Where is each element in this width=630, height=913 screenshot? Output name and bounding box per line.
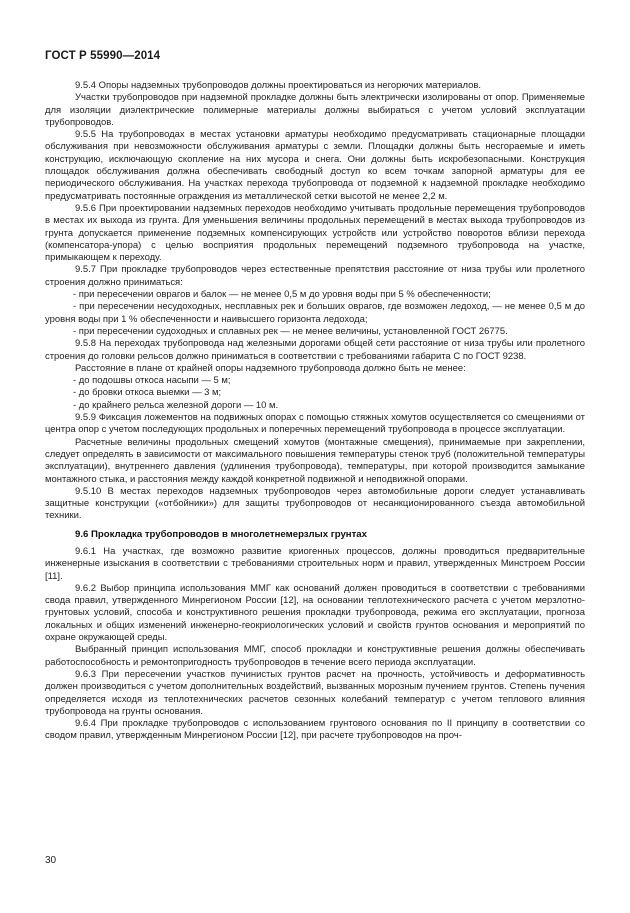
list-item: - до крайнего рельса железной дороги — 10 м. — [73, 399, 279, 411]
paragraph: Расчетные величины продольных смещений хомутов (монтажные смещения), принимаемые при закреплении, следует определять в зависимости от максимального повышения температуры стенок труб (положительной температуры эксплуатации), внутреннего давления (удлинения трубопровода), температуры, при которой производится замыкание монтажного стыка, и расстояния между каждой конкретной подвижной и неподвижной опорами. — [45, 436, 585, 485]
section-heading: 9.6 Прокладка трубопроводов в многолетнемерзлых грунтах — [75, 528, 367, 540]
paragraph: 9.5.4 Опоры надземных трубопроводов должны проектироваться из негорючих материалов. — [75, 80, 481, 91]
list-item: - до бровки откоса выемки — 3 м; — [73, 387, 222, 399]
list-item: - при пересечении оврагов и балок — не менее 0,5 м до уровня воды при 5 % обеспеченности; — [73, 289, 491, 301]
list-item: - при пересечении судоходных и сплавных рек — не менее величины, установленной ГОСТ 26775. — [73, 325, 508, 337]
document-body — [45, 80, 585, 743]
list-item: - при пересечении несудоходных, несплавных рек и больших оврагов, где возможен ледоход, — не менее 0,5 м до уровня воды при 1 % обеспеченности и наивысшего горизонта ледохода; — [45, 301, 585, 325]
paragraph: 9.6.3 При пересечении участков пучинистых грунтов расчет на прочность, устойчивость и деформативность должен производиться с учетом дополнительных воздействий, вызванных морозным пучением грунтов. Степень пучения определяется исходя из теплотехнических расчетов сезонных колебаний температур с учетом теплового влияния трубопровода на грунты основания. — [45, 668, 585, 717]
document-header: ГОСТ Р 55990—2014 — [45, 50, 161, 62]
paragraph: Участки трубопроводов при надземной прокладке должны быть электрически изолированы от опор. Применяемые для изоляции диэлектрические полимерные материалы должны выбираться с учетом условий эксплуатации трубопроводов. — [45, 92, 585, 128]
paragraph: 9.5.9 Фиксация ложементов на подвижных опорах с помощью стяжных хомутов осуществляется со смещениями от центра опор с учетом последующих продольных и поперечных перемещений трубопровода в процессе эксплуатации. — [45, 412, 585, 436]
paragraph: 9.5.5 На трубопроводах в местах установки арматуры необходимо предусматривать стационарные площадки обслуживания при невозможности обслуживания арматуры с земли. Площадки должны быть несгораемые и иметь конструкцию, исключающую скопление на них мусора и снега. Они должны быть искробезопасными. Конструкция площадок обслуживания должна обеспечивать свободный доступ ко всем точкам запорной арматуры для ее периодического обслуживания. На участках перехода трубопровода от подземной к надземной прокладке необходимо предусматривать постоянные ограждения из металлической сетки высотой не менее 2,2 м. — [45, 129, 585, 202]
paragraph: 9.6.4 При прокладке трубопроводов с использованием грунтового основания по II принципу в соответствии со сводом правил, утвержденным Минрегионом России [12], при расчете трубопроводов на проч- — [45, 718, 585, 742]
paragraph: 9.5.6 При проектировании надземных переходов необходимо учитывать продольные перемещения трубопроводов в местах их выхода из грунта. Для уменьшения величины продольных перемещений в местах выхода трубопроводов из грунта допускается применение подземных компенсирующих устройств или устройство поворотов вблизи перехода (компенсатора-упора) с целью восприятия продольных перемещений подземного трубопровода на участке, примыкающем к переходу. — [45, 202, 585, 264]
list-item: - до подошвы откоса насыпи — 5 м; — [73, 375, 231, 387]
paragraph: 9.5.10 В местах переходов надземных трубопроводов через автомобильные дороги следует устанавливать защитные конструкции («отбойники») для защиты трубопроводов от несанкционированного съезда автомобильной техники. — [45, 485, 585, 522]
page-number: 30 — [45, 855, 57, 866]
paragraph: Выбранный принцип использования ММГ, способ прокладки и конструктивные решения должны обеспечивать работоспособность и ремонтопригодность трубопроводов в течение всего периода эксплуатации. — [45, 644, 585, 668]
paragraph: Расстояние в плане от крайней опоры надземного трубопровода должно быть не менее: — [75, 362, 466, 374]
paragraph: 9.5.7 При прокладке трубопроводов через естественные препятствия расстояние от низа трубы или пролетного строения должно приниматься: — [45, 264, 585, 288]
paragraph: 9.5.8 На переходах трубопровода над железными дорогами общей сети расстояние от низа трубы или пролетного строения до головки рельсов должно приниматься в соответствии с требованиями габарита С по ГОСТ 9238. — [45, 338, 585, 362]
paragraph: 9.6.2 Выбор принципа использования ММГ как оснований должен проводиться в соответствии с требованиями свода правил, утвержденного Минрегионом России [12], на основании теплотехнического расчета с учетом мерзлотно-грунтовых условий, способа и конструктивного решения прокладки трубопровода, режима его эксплуатации, прогноза локальных и общих изменений инженерно-геокриологических условий и свойств грунтов основания и мероприятий по охране окружающей среды. — [45, 582, 585, 644]
paragraph: 9.6.1 На участках, где возможно развитие криогенных процессов, должны проводиться предварительные инженерные изыскания в соответствии с требованиями строительных норм и правил, утвержденных Минстроем России [11]. — [45, 545, 585, 582]
